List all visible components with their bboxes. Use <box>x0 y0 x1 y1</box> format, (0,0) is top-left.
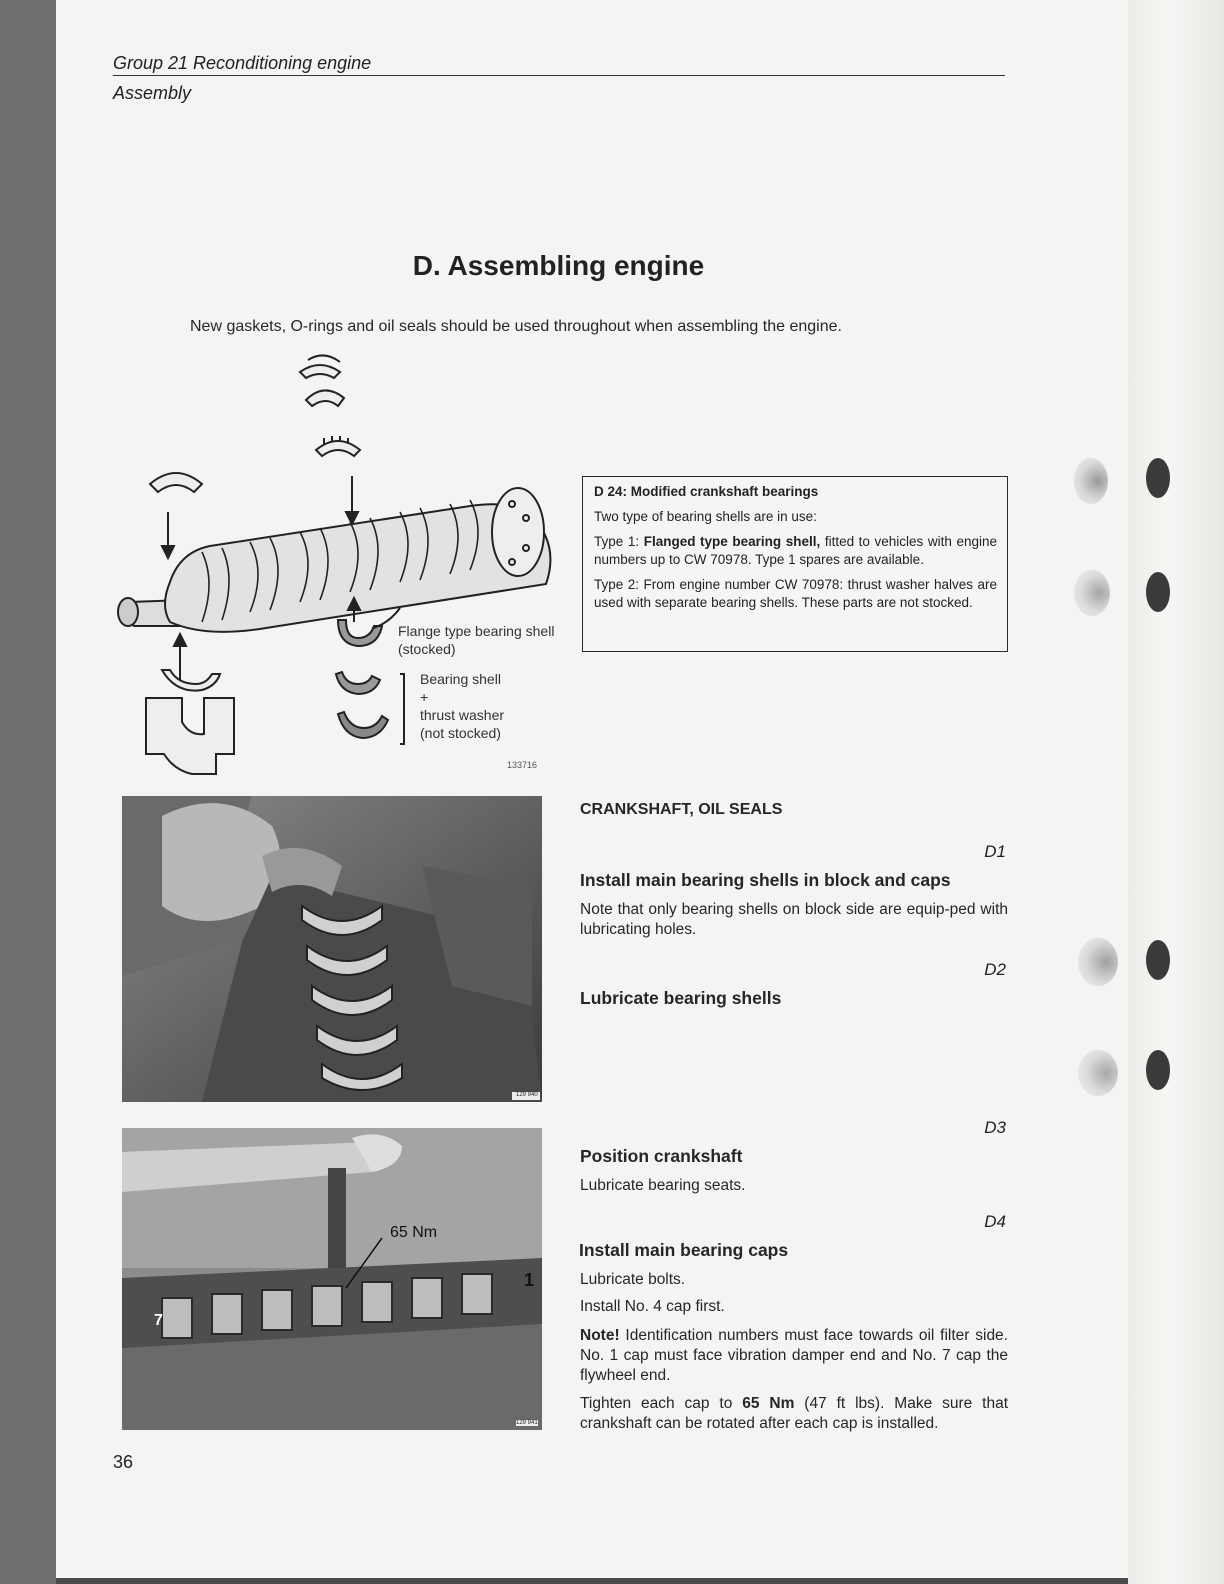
step-id-d3: D3 <box>984 1118 1006 1137</box>
label-bearing-shell-washer: Bearing shell + thrust washer (not stocked) <box>420 671 505 741</box>
intro-text: New gaskets, O-rings and oil seals should be used throughout when assembling the engine. <box>190 318 842 335</box>
binder-hole-3 <box>1078 938 1118 986</box>
step-text-d4-first: Install No. 4 cap first. <box>580 1298 725 1315</box>
step-text-d4-tighten: Tighten each cap to 65 Nm (47 ft lbs). Make sure that crankshaft can be rotated after each cap is installed. <box>580 1395 1008 1432</box>
step-text-d3: Lubricate bearing seats. <box>580 1177 746 1194</box>
page-title: D. Assembling engine <box>412 250 705 281</box>
step-title-d4: Install main bearing caps <box>579 1240 789 1260</box>
step-text-d4-bolts: Lubricate bolts. <box>580 1271 686 1288</box>
binder-hole-2 <box>1074 570 1110 616</box>
info-box-title: D 24: Modified crankshaft bearings <box>594 484 819 499</box>
info-box-type1: Type 1: Flanged type bearing shell, fitted to vehicles with engine numbers up to CW 70978. Type 1 spares are available. <box>594 534 997 567</box>
step-title-d3: Position crankshaft <box>580 1146 743 1166</box>
step-id-d2: D2 <box>984 960 1006 979</box>
step-id-d1: D1 <box>984 842 1006 861</box>
section-heading: CRANKSHAFT, OIL SEALS <box>580 801 783 818</box>
binder-edge-4 <box>1146 1050 1170 1090</box>
step-id-d4: D4 <box>984 1212 1006 1231</box>
photo-main-bearing-caps <box>122 1128 542 1430</box>
binder-edge-2 <box>1146 572 1170 612</box>
info-box-d24 <box>582 476 1008 652</box>
header-section: Assembly <box>113 83 192 103</box>
step-title-d1: Install main bearing shells in block and caps <box>580 870 951 890</box>
page-number: 36 <box>113 1452 134 1472</box>
header-rule <box>113 75 1005 76</box>
binder-hole-4 <box>1078 1050 1118 1096</box>
step-text-d1: Note that only bearing shells on block side are equip-ped with lubricating holes. <box>580 901 1008 938</box>
figure-number-3: 129 941 <box>516 1420 538 1426</box>
step-title-d2: Lubricate bearing shells <box>580 988 782 1008</box>
header-group: Group 21 Reconditioning engine <box>113 53 372 73</box>
binder-edge-1 <box>1146 458 1170 498</box>
binder-hole-1 <box>1074 458 1108 504</box>
scan-bottom-edge <box>56 1578 1128 1584</box>
figure-number-2: 129 940 <box>516 1092 538 1098</box>
crankshaft-diagram <box>110 352 580 782</box>
callout-1: 1 <box>524 1270 535 1290</box>
binder-edge-3 <box>1146 940 1170 980</box>
photo-bearing-shells <box>122 796 542 1102</box>
info-box-line1: Two type of bearing shells are in use: <box>594 508 817 524</box>
info-box-type2: Type 2: From engine number CW 70978: thrust washer halves are used with separate bearing shells. These parts are not stocked. <box>594 577 997 610</box>
step-text-d4-note: Note! Identification numbers must face towards oil filter side. No. 1 cap must face vibration damper end and No. 7 cap the flywheel end. <box>580 1327 1008 1384</box>
scan-margin <box>1128 0 1224 1584</box>
callout-7: 7 <box>154 1312 163 1329</box>
torque-label: 65 Nm <box>390 1224 438 1241</box>
label-flange-shell: Flange type bearing shell (stocked) <box>398 623 555 657</box>
figure-number-1: 133716 <box>507 760 538 770</box>
